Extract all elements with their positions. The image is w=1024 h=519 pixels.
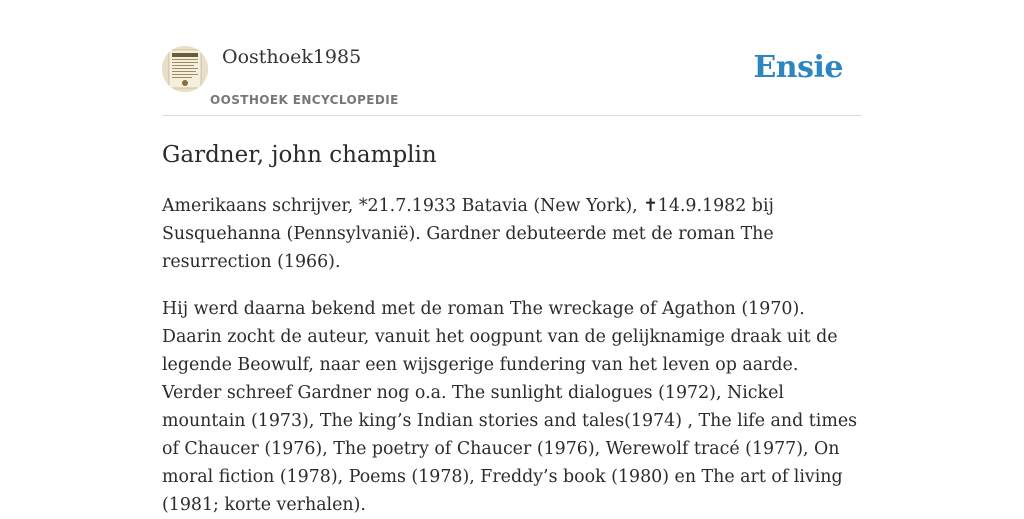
book-cover-icon <box>162 46 208 92</box>
brand-logo[interactable]: Ensie <box>753 50 843 85</box>
source-label[interactable]: OOSTHOEK ENCYCLOPEDIE <box>210 93 399 107</box>
entry-title: Gardner, john champlin <box>162 142 437 168</box>
entry-paragraph-2: Hij werd daarna bekend met de roman The wreckage of Agathon (1970). Daarin zocht de auteur, vanuit het oogpunt van de gelijknamige draak uit de legende Beowulf, naar een wijsgerige fundering van het leven op aarde. Verder schreef Gardner nog o.a. The sunlight dialogues (1972), Nickel mountain (1973), The king’s Indian stories and tales(1974) , The life and times of Chaucer (1976), The poetry of Chaucer (1976), Werewolf tracé (1977), On moral fiction (1978), Poems (1978), Freddy’s book (1980) en The art of living (1981; korte verhalen). <box>162 299 858 515</box>
entry-paragraph-1: Amerikaans schrijver, *21.7.1933 Batavia (New York), ✝14.9.1982 bij Susquehanna (Pennsylvanië). Gardner debuteerde met de roman The resurrection (1966). <box>162 196 774 272</box>
entry-card <box>162 44 862 519</box>
avatar[interactable] <box>162 46 208 92</box>
username[interactable]: Oosthoek1985 <box>222 46 362 68</box>
entry-header <box>162 44 862 116</box>
